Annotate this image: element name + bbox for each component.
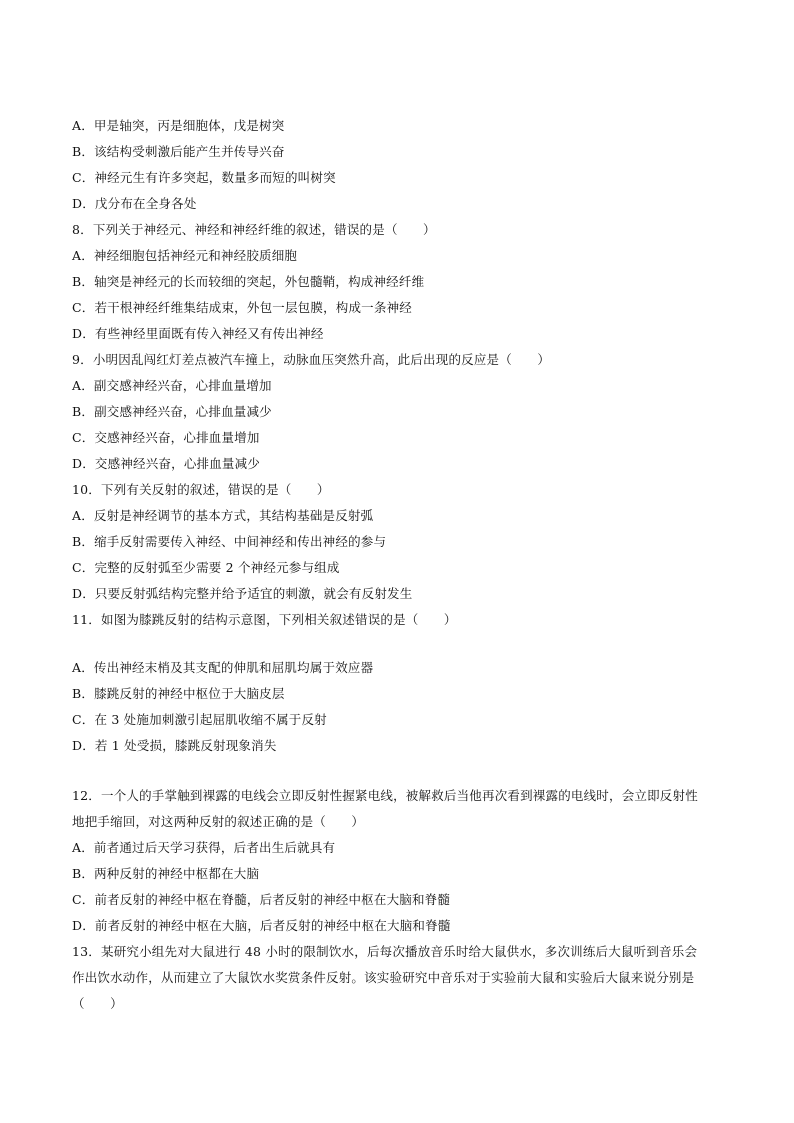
q9-option-b: B．副交感神经兴奋，心排血量减少 [72, 404, 272, 419]
q12-stem-line2: 地把手缩回，对这两种反射的叙述正确的是（ ） [72, 814, 365, 829]
q10-option-b: B．缩手反射需要传入神经、中间神经和传出神经的参与 [72, 534, 387, 549]
q8-option-a: A．神经细胞包括神经元和神经胶质细胞 [72, 248, 298, 263]
q10-option-a: A．反射是神经调节的基本方式，其结构基础是反射弧 [72, 508, 374, 523]
q9-option-d: D．交感神经兴奋，心排血量减少 [72, 456, 261, 471]
q11-option-b: B．膝跳反射的神经中枢位于大脑皮层 [72, 686, 285, 701]
q12-stem-line1: 12．一个人的手掌触到裸露的电线会立即反射性握紧电线，被解救后当他再次看到裸露的电线时，会立即反射性 [72, 788, 698, 803]
q13-stem-line3: （ ） [72, 996, 123, 1011]
q7-option-a: A．甲是轴突，丙是细胞体，戊是树突 [72, 118, 285, 133]
q7-option-d: D．戊分布在全身各处 [72, 196, 197, 211]
q11-option-d: D．若 1 处受损，膝跳反射现象消失 [72, 738, 277, 753]
q13-stem-line2: 作出饮水动作，从而建立了大鼠饮水奖赏条件反射。该实验研究中音乐对于实验前大鼠和实验后大鼠来说分别是 [72, 970, 695, 985]
q8-option-b: B．轴突是神经元的长而较细的突起，外包髓鞘，构成神经纤维 [72, 274, 425, 289]
q10-option-d: D．只要反射弧结构完整并给予适宜的刺激，就会有反射发生 [72, 586, 413, 601]
q11-option-a: A．传出神经末梢及其支配的伸肌和屈肌均属于效应器 [72, 660, 374, 675]
q9-option-c: C．交感神经兴奋，心排血量增加 [72, 430, 260, 445]
q9-stem: 9．小明因乱闯红灯差点被汽车撞上，动脉血压突然升高，此后出现的反应是（ ） [72, 352, 551, 367]
q10-stem: 10．下列有关反射的叙述，错误的是（ ） [72, 482, 330, 497]
q12-option-d: D．前者反射的神经中枢在大脑，后者反射的神经中枢在大脑和脊髓 [72, 918, 451, 933]
q12-option-c: C．前者反射的神经中枢在脊髓，后者反射的神经中枢在大脑和脊髓 [72, 892, 451, 907]
q11-option-c: C．在 3 处施加刺激引起屈肌收缩不属于反射 [72, 712, 327, 727]
q12-option-b: B．两种反射的神经中枢都在大脑 [72, 866, 260, 881]
q10-option-c: C．完整的反射弧至少需要 2 个神经元参与组成 [72, 560, 340, 575]
q8-option-d: D．有些神经里面既有传入神经又有传出神经 [72, 326, 324, 341]
q8-stem: 8．下列关于神经元、神经和神经纤维的叙述，错误的是（ ） [72, 222, 436, 237]
q12-option-a: A．前者通过后天学习获得，后者出生后就具有 [72, 840, 336, 855]
q7-option-c: C．神经元生有许多突起，数量多而短的叫树突 [72, 170, 336, 185]
q11-stem: 11．如图为膝跳反射的结构示意图，下列相关叙述错误的是（ ） [72, 612, 457, 627]
q7-option-b: B．该结构受刺激后能产生并传导兴奋 [72, 144, 285, 159]
q9-option-a: A．副交感神经兴奋，心排血量增加 [72, 378, 272, 393]
q13-stem-line1: 13．某研究小组先对大鼠进行 48 小时的限制饮水，后每次播放音乐时给大鼠供水，多次训练后大鼠听到音乐会 [72, 944, 698, 959]
q8-option-c: C．若干根神经纤维集结成束，外包一层包膜，构成一条神经 [72, 300, 412, 315]
